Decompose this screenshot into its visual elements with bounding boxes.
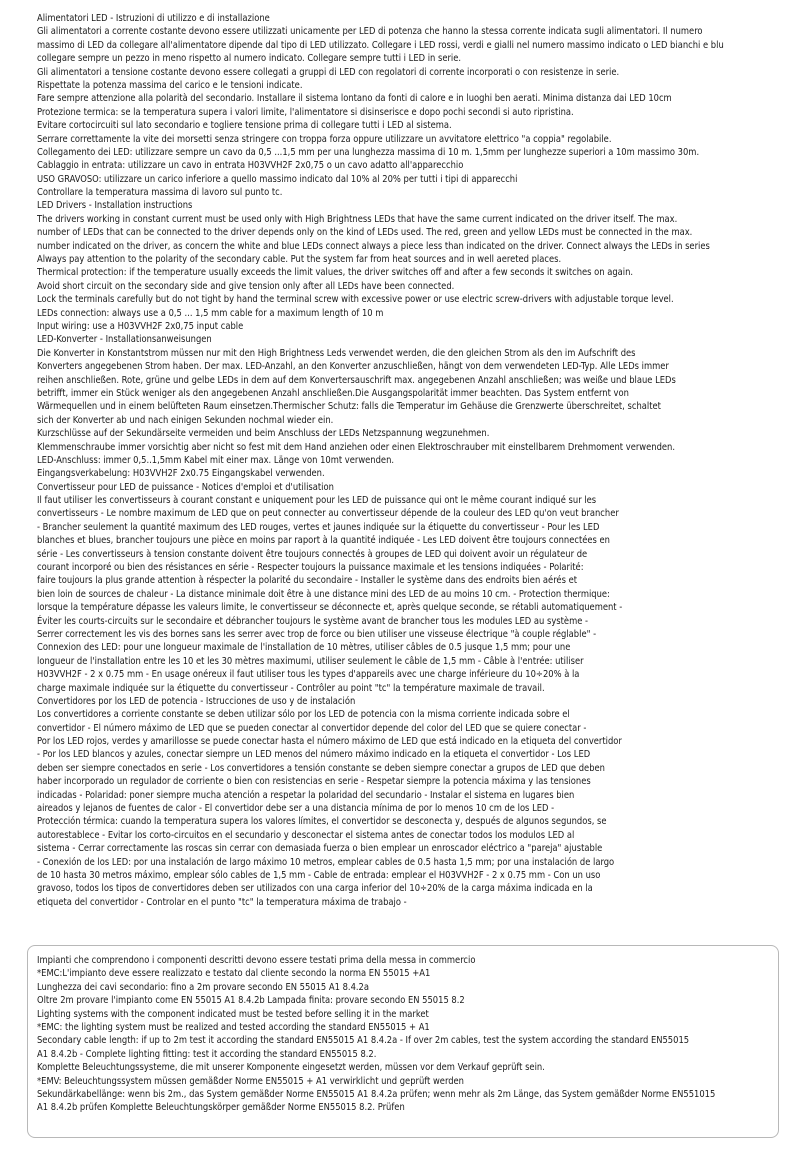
- notice-line: *EMV: Beleuchtungssystem müssen gemäßder Norme EN55015 + A1 verwirklicht und geprüft werden: [37, 1075, 464, 1087]
- text-line: - Conexión de los LED: por una instalación de largo máximo 10 metros, emplear cables de 0.5 hasta 1,5 mm; por una instalación de largo: [37, 856, 615, 868]
- text-line: number of LEDs that can be connected to the driver depends only on the kind of LEDs used. The red, green and yellow LEDs must be connected in the max.: [37, 227, 693, 239]
- text-line: convertidor - El número máximo de LED que se pueden conectar al convertidor depende del color del LED que se quiere conectar -: [37, 722, 587, 734]
- text-line: number indicated on the driver, as concern the white and blue LEDs connect always a piece less than indicated on the driver. Connect always the LEDs in series: [37, 240, 710, 252]
- text-line: de 10 hasta 30 metros máximo, emplear sólo cables de 1,5 mm - Cable de entrada: emplear el H03VVH2F - 2 x 0.75 mm - Con un uso: [37, 870, 601, 881]
- text-line: USO GRAVOSO: utilizzare un carico inferiore a quello massimo indicato dal 10% al 20% per tutti i tipi di apparecchi: [37, 173, 518, 185]
- text-line: charge maximale indiquée sur la étiquette du convertisseur - Contrôler au point "tc" la température maximale de travail.: [37, 682, 545, 694]
- text-line: Klemmenschraube immer vorsichtig aber nicht so fest mit dem Hand anziehen oder einen Elektroschrauber mit einstellbarem Drehmoment verwenden.: [37, 441, 675, 453]
- text-line: sistema - Cerrar correctamente las roscas sin cerrar con demasiada fuerza o bien emplear un enroscador eléctrico a "pareja" ajustable: [37, 843, 603, 855]
- text-line: Eingangsverkabelung: H03VVH2F 2x0.75 Eingangskabel verwenden.: [37, 468, 325, 480]
- text-line: Kurzschlüsse auf der Sekundärseite vermeiden und beim Anschluss der LEDs Netzspannung wegzunehmen.: [37, 428, 490, 440]
- text-line: blanches et blues, brancher toujours une pièce en moins par raport à la quantité indiquée - Les LED doivent être toujours connectées en: [37, 535, 610, 547]
- text-line: Protección térmica: cuando la temperatura supera los valores límites, el convertidor se desconecta y, después de algunos segundos, se: [37, 816, 607, 828]
- notice-line: Impianti che comprendono i componenti descritti devono essere testati prima della messa in commercio: [37, 955, 476, 966]
- notice-line: *EMC: the lighting system must be realized and tested according the standard EN55015 + A1: [37, 1021, 430, 1033]
- notice-line: A1 8.4.2b - Complete lighting fitting: test it according the standard EN55015 8.2.: [37, 1048, 377, 1060]
- text-line: Rispettate la potenza massima del carico e le tensioni indicate.: [37, 79, 303, 91]
- text-line: etiqueta del convertidor - Controlar en el punto "tc" la temperatura máxima de trabajo -: [37, 896, 407, 908]
- text-line: Il faut utiliser les convertisseurs à courant constant e uniquement pour les LED de puissance qui ont le même courant indiqué sur les: [37, 495, 597, 507]
- text-line: Connexion des LED: pour une longueur maximale de l'installation de 10 mètres, utiliser câbles de 0.5 jusque 1,5 mm; pour une: [37, 642, 571, 654]
- text-line: Wärmequellen und in einem belüfteten Raum einsetzen.Thermischer Schutz: falls die Temperatur im Gehäuse die Grenzwerte überschreitet, schaltet: [37, 401, 661, 413]
- text-line: H03VVH2F - 2 x 0.75 mm - En usage onéreux il faut utiliser tous les types d'appareils avec une charge inférieure du 10÷20% à la: [37, 669, 580, 681]
- text-line: lorsque la température dépasse les valeurs limite, le convertisseur se déconnecte et, après quelque seconde, se rétabli automatiquement -: [37, 602, 623, 614]
- text-line: deben ser siempre conectados en serie - Los convertidores a tensión constante se deben siempre conectar a grupos de LED que deben: [37, 762, 605, 774]
- text-line: - Brancher seulement la quantité maximum des LED rouges, vertes et jaunes indiquée sur la étiquette du convertisseur - Pour les LED: [37, 521, 600, 533]
- notice-line: Komplette Beleuchtungssysteme, die mit unserer Komponente eingesetzt werden, müssen vor dem Verkauf geprüft sein.: [37, 1062, 545, 1074]
- notice-line: Oltre 2m provare l'impianto come EN 55015 A1 8.4.2b Lampada finita: provare secondo EN 55015 8.2: [37, 995, 465, 1007]
- text-line: Protezione termica: se la temperatura supera i valori limite, l'alimentatore si disinserisce e dopo pochi secondi si auto ripristina.: [37, 106, 574, 118]
- notice-line: Sekundärkabellänge: wenn bis 2m., das System gemäßder Norme EN55015 A1 8.4.2a prüfen; wenn mehr als 2m Länge, das System gemäßder Norme EN551015: [37, 1088, 716, 1100]
- text-line: Evitare cortocircuiti sul lato secondario e togliere tensione prima di collegare tutti i LED al sistema.: [37, 120, 452, 132]
- text-line: indicadas - Polaridad: poner siempre mucha atención a respetar la polaridad del secundario - Instalar el sistema en lugares bien: [37, 789, 575, 801]
- text-line: Serrare correttamente la vite dei morsetti senza stringere con troppa forza oppure utilizzare un avvitatore elettrico "a coppia" regolabile.: [37, 133, 612, 145]
- text-line: Avoid short circuit on the secondary side and give tension only after all LEDs have been connected.: [37, 280, 455, 292]
- text-line: LED-Anschluss: immer 0,5..1,5mm Kabel mit einer max. Länge von 10mt verwenden.: [37, 454, 395, 466]
- compliance-notice-text: [37, 954, 773, 1115]
- text-line: faire toujours la plus grande attention à réspecter la polarité du secondaire - Installer le système dans des endroits bien aérés et: [37, 575, 578, 587]
- notice-line: Lighting systems with the component indicated must be tested before selling it in the market: [37, 1008, 429, 1020]
- instructions-text: [37, 12, 775, 909]
- text-line: LED Drivers - Installation instructions: [37, 200, 193, 212]
- text-line: Serrer correctement les vis des bornes sans les serrer avec trop de force ou bien utiliser une visseuse électrique "à couple réglable" -: [37, 628, 597, 640]
- text-line: Alimentatori LED - Istruzioni di utilizzo e di installazione: [37, 13, 270, 24]
- text-line: courant incorporé ou bien des résistances en série - Respecter toujours la puissance maximale et les tensions indiquées - Polarité:: [37, 562, 584, 574]
- text-line: Input wiring: use a H03VVH2F 2x0,75 input cable: [37, 320, 244, 332]
- compliance-notice-box: [27, 945, 779, 1138]
- text-line: convertisseurs - Le nombre maximum de LED que on peut connecter au convertisseur dépende de la couleur des LED qu'on veut brancher: [37, 508, 619, 520]
- text-line: reihen anschließen. Rote, grüne und gelbe LEDs in dem auf dem Konvertersauschrift max. angegebenen Anzahl anschließen; was weiße und blaue LEDs: [37, 374, 676, 386]
- text-line: collegare sempre un pezzo in meno rispetto al numero indicato. Collegare sempre tutti i LED in serie.: [37, 53, 462, 65]
- text-line: aireados y lejanos de fuentes de calor - El convertidor debe ser a una distancia mínima de por lo menos 10 cm de los LED -: [37, 803, 555, 815]
- text-line: longueur de l'installation entre les 10 et les 30 mètres maximumi, utiliser seulement le câble de 1,5 mm - Câble à l'entrée: utiliser: [37, 655, 584, 667]
- text-line: Convertisseur pour LED de puissance - Notices d'emploi et d'utilisation: [37, 481, 334, 493]
- text-line: autorestablece - Evitar los corto-circuitos en el secundario y desconectar el sistema antes de conectar todos los modulos LED al: [37, 829, 575, 841]
- text-line: Lock the terminals carefully but do not tight by hand the terminal screw with excessive power or use electric screw-drivers with adjustable torque level.: [37, 294, 674, 306]
- text-line: gravoso, todos los tipos de convertidores deben ser utilizados con una carga inferior del 10÷20% de la carga máxima indicada en la: [37, 883, 593, 895]
- text-line: Konverters angegebenen Strom haben. Der max. LED-Anzahl, an den Konverter anzuschließen, hängt von dem verwendeten LED-Typ. Alle LEDs immer: [37, 361, 669, 373]
- text-line: Controllare la temperatura massima di lavoro sul punto tc.: [37, 187, 283, 199]
- text-line: Gli alimentatori a tensione costante devono essere collegati a gruppi di LED con regolatori di corrente incorporati o con resistenze in serie.: [37, 66, 620, 78]
- text-line: Collegamento dei LED: utilizzare sempre un cavo da 0,5 ...1,5 mm per una lunghezza massima di 10 m. 1,5mm per lunghezze superiori a 10m massimo 30m.: [37, 146, 700, 158]
- text-line: The drivers working in constant current must be used only with High Brightness LEDs that have the same current indicated on the driver itself. The max.: [37, 213, 678, 225]
- text-line: LED-Konverter - Installationsanweisungen: [37, 334, 212, 346]
- text-line: Die Konverter in Konstantstrom müssen nur mit den High Brightness Leds verwendet werden, die den gleichen Strom als den im Aufschrift des: [37, 347, 636, 359]
- text-line: massimo di LED da collegare all'alimentatore dipende dal tipo di LED utilizzato. Collegare i LED rossi, verdi e gialli nel numero massimo indicato o LED bianchi e blu: [37, 39, 724, 51]
- text-line: - Por los LED blancos y azules, conectar siempre un LED menos del número máximo indicado en la etiqueta el convertidor - Los LED: [37, 749, 591, 761]
- text-line: Los convertidores a corriente constante se deben utilizar sólo por los LED de potencia con la misma corriente indicada sobre el: [37, 709, 570, 721]
- text-line: Por los LED rojos, verdes y amarillosse se puede conectar hasta el número máximo de LED que está indicado en la etiqueta del convertidor: [37, 736, 622, 748]
- notice-line: A1 8.4.2b prüfen Komplette Beleuchtungskörper gemäßder Norme EN55015 8.2. Prüfen: [37, 1102, 405, 1114]
- text-line: Convertidores por los LED de potencia - Istrucciones de uso y de instalación: [37, 695, 356, 707]
- text-line: Thermical protection: if the temperature usually exceeds the limit values, the driver switches off and after a few seconds it switches on again.: [37, 267, 634, 279]
- text-line: Cablaggio in entrata: utilizzare un cavo in entrata H03VVH2F 2x0,75 o un cavo adatto all'apparecchio: [37, 160, 464, 172]
- text-line: betrifft, immer ein Stück weniger als den angegebenen Anzahl anschließen.Die Ausgangspolarität immer beachten. Das System entfernt von: [37, 387, 629, 399]
- text-line: Always pay attention to the polarity of the secondary cable. Put the system far from heat sources and in well aereted places.: [37, 254, 562, 266]
- notice-line: *EMC:L'impianto deve essere realizzato e testato dal cliente secondo la norma EN 55015 +A1: [37, 968, 431, 980]
- text-line: Éviter les courts-circuits sur le secondaire et débrancher toujours le système avant de brancher tous les modules LED au système -: [37, 615, 589, 627]
- text-line: Fare sempre attenzione alla polarità del secondario. Installare il sistema lontano da fonti di calore e in luoghi ben aerati. Minima distanza dai LED 10cm: [37, 93, 672, 105]
- notice-line: Lunghezza dei cavi secondario: fino a 2m provare secondo EN 55015 A1 8.4.2a: [37, 981, 369, 993]
- text-line: haber incorporado un regulador de corriente o bien con resistencias en serie - Respetar siempre la potencia máxima y las tensiones: [37, 776, 591, 788]
- text-line: sich der Konverter ab und nach einigen Sekunden nochmal wieder ein.: [37, 414, 334, 426]
- text-line: bien loin de sources de chaleur - La distance minimale doit être à une distance mini des LED de au moins 10 cm. - Protection thermique:: [37, 588, 610, 600]
- text-line: série - Les convertisseurs à tension constante doivent être toujours connectés à groupes de LED qui doivent avoir un régulateur de: [37, 548, 588, 560]
- text-line: LEDs connection: always use a 0,5 ... 1,5 mm cable for a maximum length of 10 m: [37, 307, 384, 319]
- notice-line: Secondary cable length: if up to 2m test it according the standard EN55015 A1 8.4.2a - If over 2m cables, test the system according the standard EN55015: [37, 1035, 690, 1047]
- text-line: Gli alimentatori a corrente costante devono essere utilizzati unicamente per LED di potenza che hanno la stessa corrente indicata sugli alimentatori. Il numero: [37, 26, 703, 38]
